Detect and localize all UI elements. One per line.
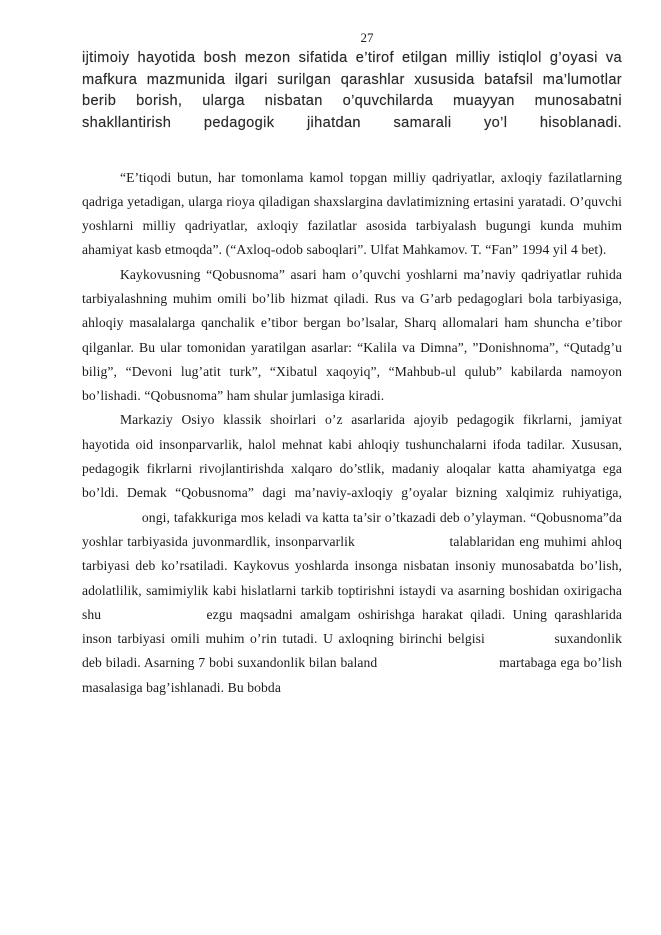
paragraph-quote: “E’tiqodi butun, har tomonlama kamol topgan milliy qadriyatlar, axloqiy fazilatlarning qadriga yetadigan, ularga rioya qiladigan shaxslargina davlatimizning ertasini yaratadi. O’quvchi yoshlarni milliy qadriyatlar, axloqiy fazilatlar asosida tarbiyalash bugungi kunda muhim ahamiyat kasb etmoqda”. (“Axloq-odob saboqlari”. Ulfat Mahkamov. T. “Fan” 1994 yil 4 bet).: [82, 169, 622, 258]
document-page: [82, 30, 622, 700]
text-segment: talablaridan eng muhimi ahloq tarbiyasi deb ko’rsatiladi. Kaykovus yoshlarda insonga nisbatan insoniy munosabatda bo’lish, adolatlilik, samimiylik kabi hislatlarni tarkib toptirishni istaydi va asarning boshidan oxirigacha shu: [82, 533, 622, 622]
paragraph-central-asia: [82, 408, 622, 700]
text-segment: martabaga ega bo’lish masalasiga bag’ishlanadi. Bu bobda: [82, 655, 622, 695]
paragraph-qobusnoma: Kaykovusning “Qobusnoma” asari ham o’quvchi yoshlarni ma’naviy qadriyatlar ruhida tarbiyalashning muhim omili bo’lib hizmat qiladi. Rus va G’arb pedagoglari bola tarbiyasiga, ahloqiy masalalarga qanchalik e’tibor bergan bo’lsalar, Sharq allomalari ham shuncha e’tibor qilganlar. Bu ular tomonidan yaratilgan asarlar: “Kalila va Dimna”, ”Donishnoma”, “Qutadg’u bilig”, “Devoni lug’atit turk”, “Xibatul xaqoyiq”, “Mahbub-ul qulub” kabilarda namoyon bo’lishadi. “Qobusnoma” ham shular jumlasiga kiradi.: [82, 266, 622, 404]
text-segment: ongi, tafakkuriga mos keladi va katta ta’sir o’tkazadi deb o’ylayman. “Qobusnoma”da yoshlar tarbiyasida juvonmardlik, insonparvarlik: [82, 509, 622, 549]
page-number: 27: [360, 30, 374, 45]
text-segment: suxandonlik deb biladi. Asarning 7 bobi suxandonlik bilan baland: [82, 631, 622, 671]
text-segment: Markaziy Osiyo klassik shoirlari o’z asarlarida ajoyib pedagogik fikrlarni, jamiyat hayotida oid insonparvarlik, halol mehnat kabi ahloqiy tushunchalarni ifoda tadilar. Xususan, pedagogik fikrlarni rivojlantirishda xalqaro do’stlik, madaniy aloqalar katta ahamiyatga ega bo’ldi. Demak “Qobusnoma” dagi ma’naviy-axloqiy g’oyalar bizning xalqimiz ruhiyatiga,: [82, 412, 622, 501]
lead-paragraph: ijtimoiy hayotida bosh mezon sifatida e’tirof etilgan milliy istiqlol g’oyasi va mafkura mazmunida ilgari surilgan qarashlar xususida batafsil ma’lumotlar berib borish, ularga nisbatan o’quvchilarda muayyan munosabatni shakllantirish pedagogik jihatdan samarali yo’l hisoblanadi.: [82, 50, 622, 131]
text-segment: ezgu maqsadni amalgam oshirishga harakat qiladi. Uning qarashlarida inson tarbiyasi omili muhim o’rin tutadi. U axloqning birinchi belgisi: [82, 606, 622, 647]
